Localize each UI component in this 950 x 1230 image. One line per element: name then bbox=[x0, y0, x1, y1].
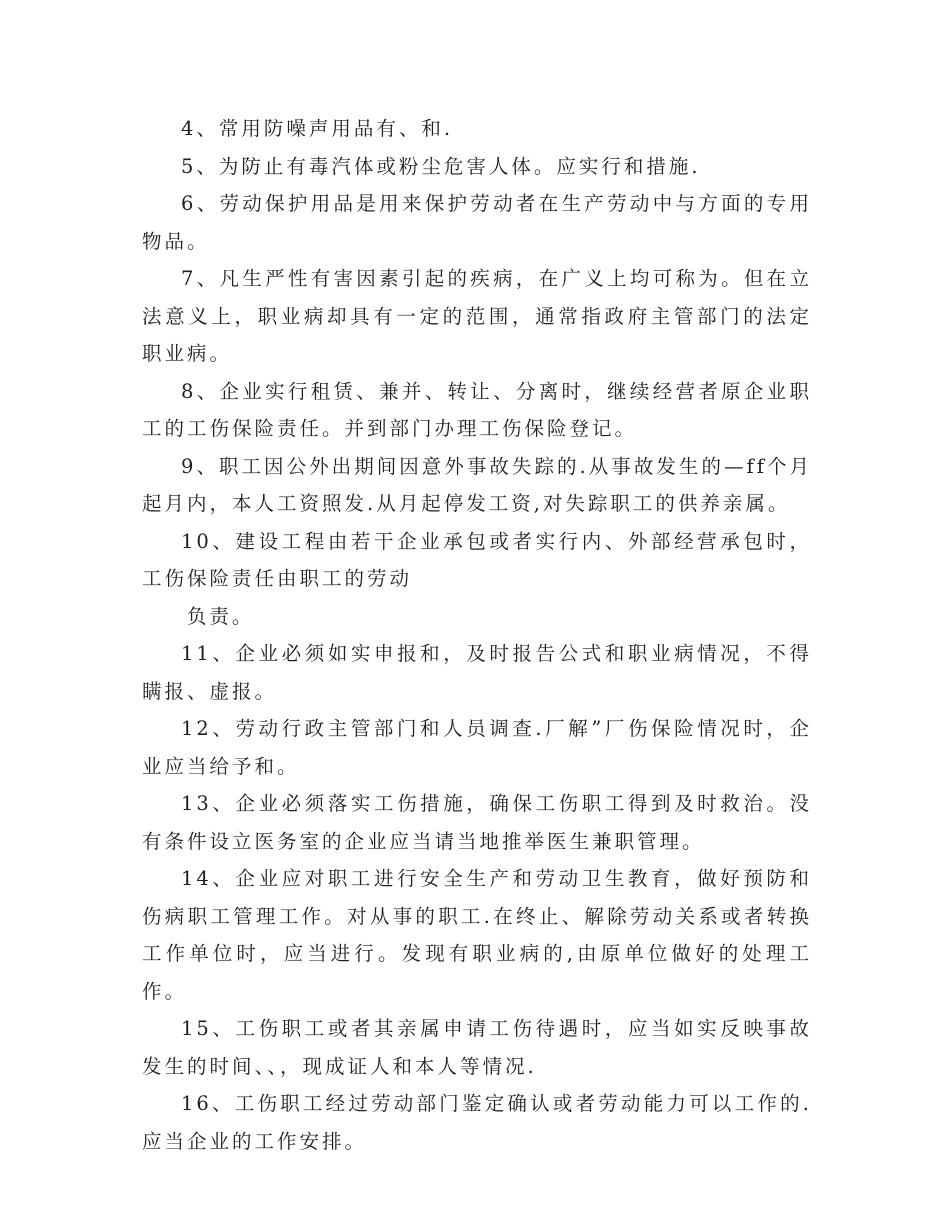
document-body bbox=[142, 110, 812, 1160]
paragraph-item-10: 10、建设工程由若干企业承包或者实行内、外部经营承包时，工伤保险责任由职工的劳动 bbox=[142, 529, 812, 590]
paragraph-item-9: 9、职工因公外出期间因意外事故失踪的.从事故发生的—ff个月起月内，本人工资照发.从月起停发工资,对失踪职工的供养亲属。 bbox=[142, 454, 812, 515]
paragraph-item-10-continuation: 负责。 bbox=[186, 604, 255, 628]
paragraph-item-6: 6、劳动保护用品是用来保护劳动者在生产劳动中与方面的专用物品。 bbox=[142, 192, 812, 253]
paragraph-item-7: 7、凡生严性有害因素引起的疾病，在广义上均可称为。但在立法意义上，职业病却具有一定的范围，通常指政府主管部门的法定职业病。 bbox=[142, 267, 812, 365]
paragraph-item-4: 4、常用防噪声用品有、和. bbox=[181, 117, 454, 140]
paragraph-item-11: 11、企业必须如实申报和，及时报告公式和职业病情况，不得瞒报、虚报。 bbox=[142, 642, 812, 703]
paragraph-item-14: 14、企业应对职工进行安全生产和劳动卫生教育，做好预防和伤病职工管理工作。对从事的职工.在终止、解除劳动关系或者转换工作单位时，应当进行。发现有职业病的,由原单位做好的处理工作。 bbox=[142, 867, 812, 1003]
paragraph-item-16: 16、工伤职工经过劳动部门鉴定确认或者劳动能力可以工作的.应当企业的工作安排。 bbox=[142, 1092, 812, 1153]
paragraph-item-5: 5、为防止有毒汽体或粉尘危害人体。应实行和措施. bbox=[181, 154, 701, 178]
paragraph-item-12: 12、劳动行政主管部门和人员调查.厂解”厂伤保险情况时，企业应当给予和。 bbox=[142, 717, 812, 778]
paragraph-item-13: 13、企业必须落实工伤措施，确保工伤职工得到及时救治。没有条件设立医务室的企业应当请当地推举医生兼职管理。 bbox=[142, 792, 812, 853]
paragraph-item-8: 8、企业实行租赁、兼并、转让、分离时，继续经营者原企业职工的工伤保险责任。并到部门办理工伤保险登记。 bbox=[142, 379, 812, 440]
paragraph-item-15: 15、工伤职工或者其亲属申请工伤待遇时，应当如实反映事故发生的时间、、，现成证人和本人等情况. bbox=[142, 1017, 812, 1078]
